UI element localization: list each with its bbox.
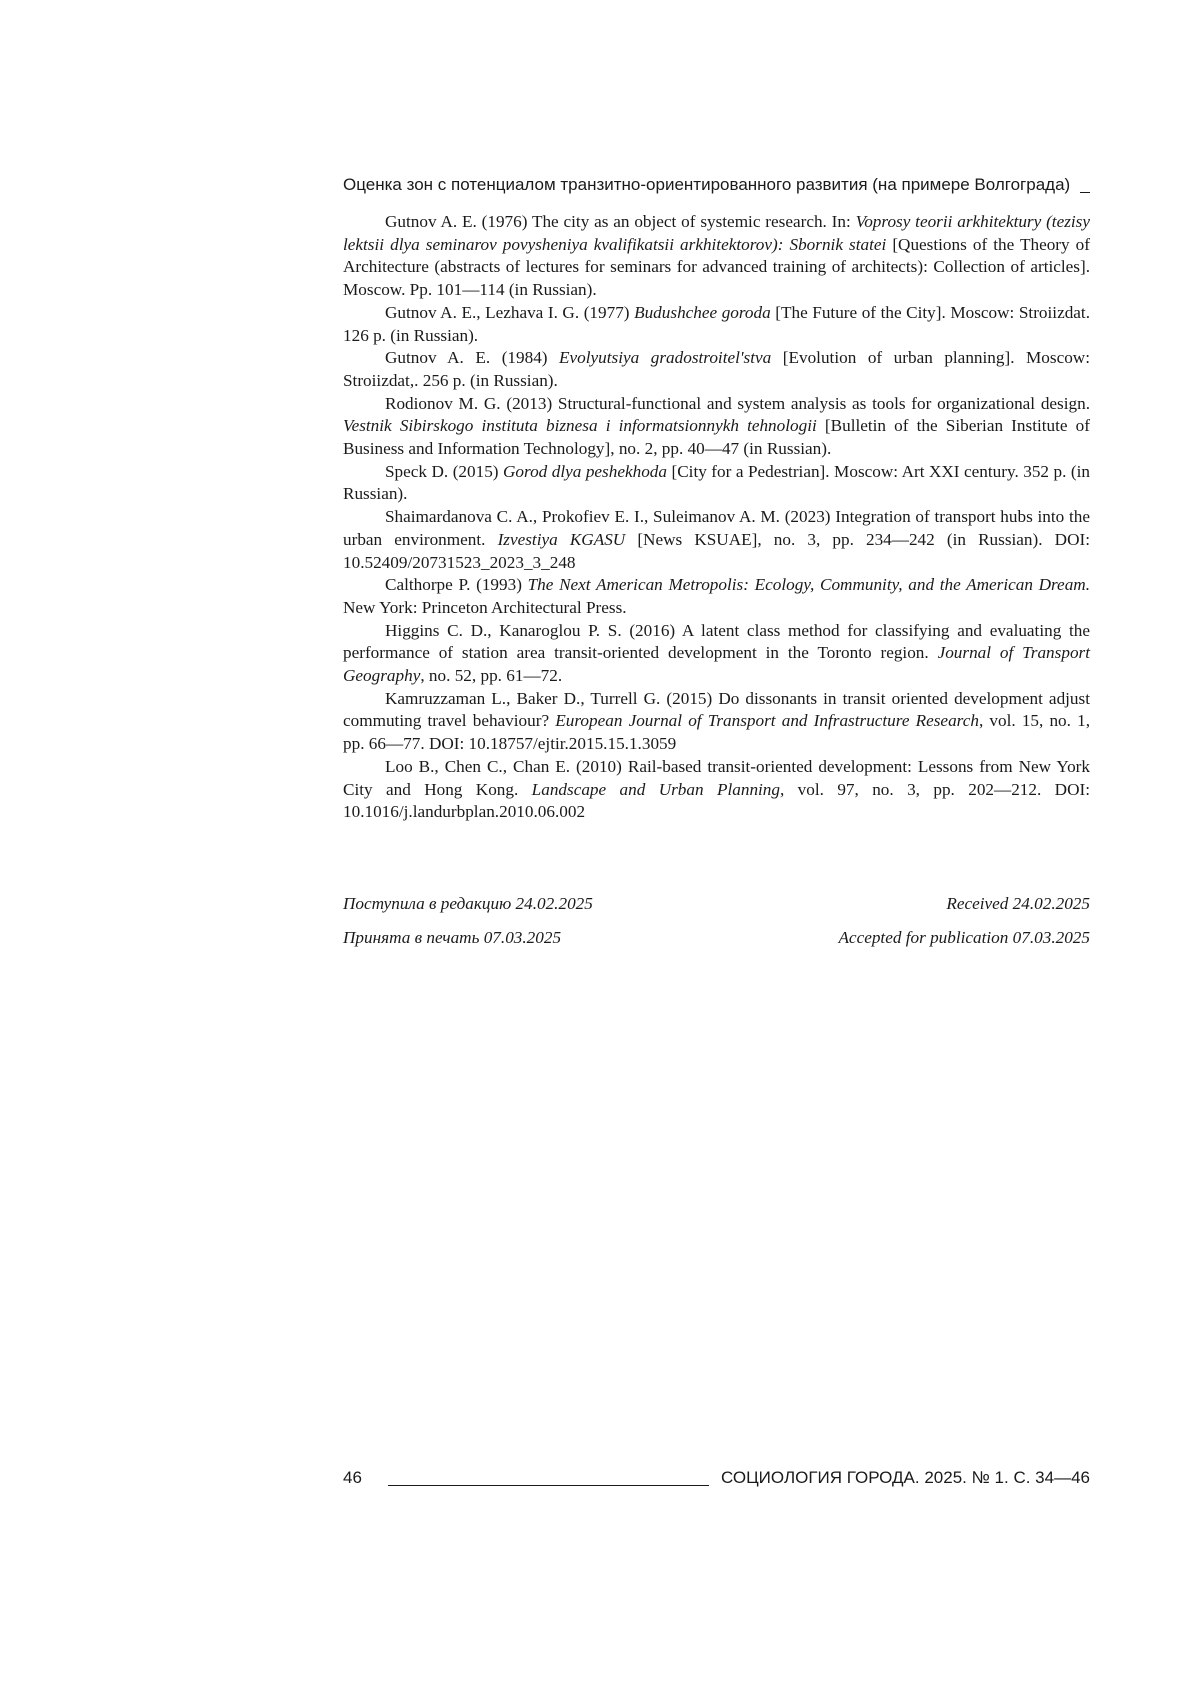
submission-dates: [343, 893, 1090, 961]
reference-item: [343, 620, 1090, 688]
reference-text: [The Future of the City]. Moscow: Stroiizdat. 126 p. (in Russian).: [343, 302, 1090, 345]
reference-text: Gutnov A. E. (1976) The city as an object of systemic research. In:: [385, 212, 856, 231]
reference-source-title: Gorod dlya peshekhoda: [503, 461, 667, 481]
reference-source-title: European Journal of Transport and Infrastructure Research: [555, 711, 979, 731]
footer-rule: [388, 1485, 709, 1486]
reference-text: , vol. 15, no. 1, pp. 66—77. DOI: 10.18757/ejtir.2015.15.1.3059: [343, 711, 1090, 754]
reference-text: Higgins C. D., Kanaroglou P. S. (2016) A latent class method for classifying and evaluating the performance of station area transit-oriented development in the Toronto region.: [343, 620, 1090, 663]
reference-text: , vol. 97, no. 3, pp. 202—212. DOI: 10.1016/j.landurbplan.2010.06.002: [343, 779, 1090, 822]
received-ru: Поступила в редакцию 24.02.2025: [343, 894, 593, 913]
reference-list: [343, 211, 1090, 824]
reference-source-title: Izvestiya KGASU: [497, 529, 626, 549]
reference-text: Gutnov A. E., Lezhava I. G. (1977): [385, 302, 635, 322]
reference-text: , no. 52, pp. 61—72.: [420, 666, 563, 686]
reference-text: New York: Princeton Architectural Press.: [343, 597, 627, 617]
reference-text: Gutnov A. E. (1984): [385, 348, 560, 368]
reference-source-title: Landscape and Urban Planning: [531, 779, 780, 799]
accepted-en: Accepted for publication 07.03.2025: [838, 928, 1090, 947]
running-head: [343, 175, 1090, 195]
reference-item: [343, 302, 1090, 347]
reference-text: Speck D. (2015): [385, 461, 504, 481]
reference-text: [City for a Pedestrian]. Moscow: Art XXI century. 352 p. (in Russian).: [343, 461, 1090, 504]
accepted-row: [343, 927, 1090, 949]
reference-item: [343, 574, 1090, 619]
reference-item: [343, 756, 1090, 824]
reference-item: [343, 211, 1090, 302]
reference-source-title: The Next American Metropolis: Ecology, Community, and the American Dream.: [527, 575, 1090, 595]
reference-text: Loo B., Chen C., Chan E. (2010) Rail-based transit-oriented development: Lessons from New York City and Hong Kong.: [343, 756, 1090, 799]
reference-text: [Evolution of urban planning]. Moscow: Stroiizdat,. 256 p. (in Russian).: [343, 348, 1090, 390]
reference-item: [343, 393, 1090, 461]
reference-item: [343, 347, 1090, 392]
reference-source-title: Evolyutsiya gradostroitel'stva: [559, 348, 772, 368]
received-row: [343, 893, 1090, 915]
reference-text: Calthorpe P. (1993): [385, 575, 528, 595]
page-number: 46: [343, 1468, 362, 1487]
accepted-ru: Принята в печать 07.03.2025: [343, 928, 562, 947]
page-footer: [343, 1468, 1090, 1488]
header-rule: [1080, 192, 1090, 193]
journal-citation: СОЦИОЛОГИЯ ГОРОДА. 2025. № 1. С. 34—46: [720, 1468, 1090, 1487]
running-title: Оценка зон с потенциалом транзитно-ориентированного развития (на примере Волгограда): [343, 175, 1071, 194]
reference-text: Kamruzzaman L., Baker D., Turrell G. (2015) Do dissonants in transit oriented development adjust commuting travel behaviour?: [343, 688, 1090, 731]
reference-item: [343, 506, 1090, 574]
received-en: Received 24.02.2025: [946, 894, 1090, 913]
reference-text: Rodionov M. G. (2013) Structural-functional and system analysis as tools for organizational design.: [385, 393, 1090, 413]
reference-source-title: Journal of Transport Geography: [343, 643, 1090, 686]
reference-text: [News KSUAE], no. 3, pp. 234—242 (in Russian). DOI: 10.52409/20731523_2023_3_248: [343, 529, 1090, 572]
reference-source-title: Budushchee goroda: [634, 302, 771, 322]
reference-item: [343, 461, 1090, 506]
reference-source-title: Voprosy teorii arkhitektury (tezisy lektsii dlya seminarov povysheniya kvalifikatsii arkhitektorov): Sbornik statei: [343, 212, 1090, 254]
reference-source-title: Vestnik Sibirskogo instituta biznesa i informatsionnykh tehnologii: [343, 416, 817, 436]
reference-text: [Bulletin of the Siberian Institute of Business and Information Technology], no. 2, pp. 40—47 (in Russian).: [343, 416, 1090, 459]
reference-item: [343, 688, 1090, 756]
reference-text: Shaimardanova C. A., Prokofiev E. I., Suleimanov A. M. (2023) Integration of transport hubs into the urban environment.: [343, 507, 1090, 549]
reference-text: [Questions of the Theory of Architecture (abstracts of lectures for seminars for advanced training of architects): Collection of articles]. Moscow. Pp. 101—114 (in Russian).: [343, 234, 1090, 300]
